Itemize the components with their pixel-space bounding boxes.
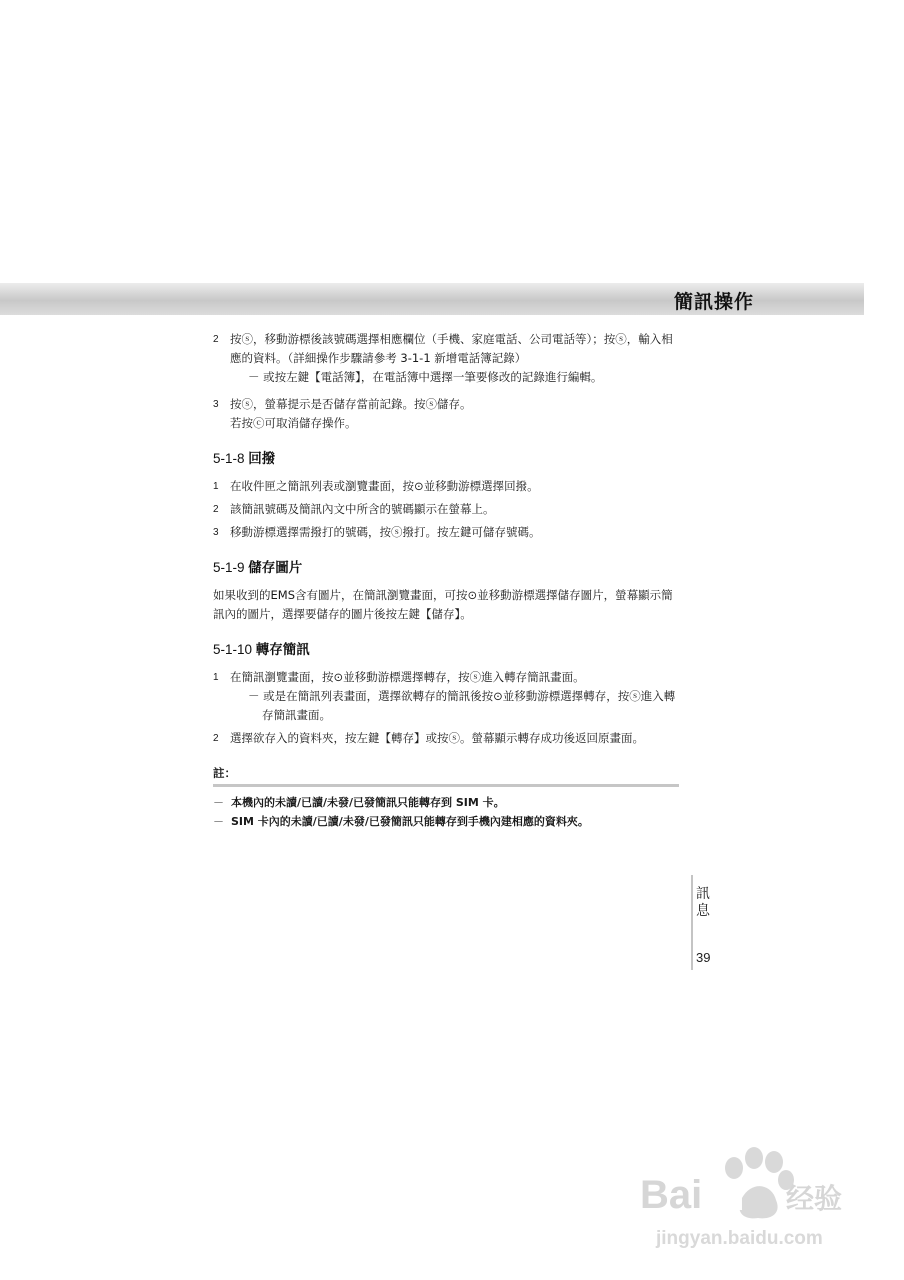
section-paragraph: 如果收到的EMS含有圖片，在簡訊瀏覽畫面，可按⊙並移動游標選擇儲存圖片，螢幕顯示簡訊內的圖片，選擇要儲存的圖片後按左鍵【儲存】。 [213,588,673,621]
step-item [213,395,683,433]
step-subnote: － 或是在簡訊列表畫面，選擇欲轉存的簡訊後按⊙並移動游標選擇轉存，按ⓢ進入轉存簡訊畫面。 [248,689,676,722]
step-text: 該簡訊號碼及簡訊內文中所含的號碼顯示在螢幕上。 [230,502,495,516]
step-number: 2 [213,504,219,515]
section-heading [213,558,683,578]
step-text: 按ⓢ，移動游標後該號碼選擇相應欄位（手機、家庭電話、公司電話等）；按ⓢ，輸入相應的資料。（詳細操作步驟請參考 3-1-1 新增電話簿記錄） [230,332,673,365]
section-heading [213,640,683,660]
step-number: 2 [213,733,219,744]
note-line [213,793,683,812]
step-item [213,668,683,725]
svg-text:jingyan.baidu.com: jingyan.baidu.com [656,1228,823,1249]
section-title: 轉存簡訊 [255,642,310,658]
note-list [213,793,683,831]
page-number: 39 [696,950,711,965]
svg-text:du: du [712,1186,744,1216]
section-number: 5-1-10 [213,642,253,657]
section-title: 回撥 [248,451,276,467]
step-subnote: － 或按左鍵【電話簿】，在電話簿中選擇一筆要修改的記錄進行編輯。 [248,370,603,384]
step-text: 在簡訊瀏覽畫面，按⊙並移動游標選擇轉存，按ⓢ進入轉存簡訊畫面。 [230,670,585,684]
section-number: 5-1-9 [213,560,245,575]
step-text: 選擇欲存入的資料夾，按左鍵【轉存】或按ⓢ。螢幕顯示轉存成功後返回原畫面。 [230,731,644,745]
step-number: 2 [213,334,219,345]
step-text: 移動游標選擇需撥打的號碼，按ⓢ撥打。按左鍵可儲存號碼。 [230,525,541,539]
step-text: 在收件匣之簡訊列表或瀏覽畫面，按⊙並移動游標選擇回撥。 [230,479,539,493]
step-item [213,729,683,748]
step-number: 3 [213,527,219,538]
note-label: 註： [213,764,679,787]
svg-text:Bai: Bai [640,1173,703,1217]
note-text: 本機內的未讀/已讀/未發/已發簡訊只能轉存到 SIM 卡。 [231,796,505,809]
note-dash: － [213,815,224,828]
step-item [213,500,683,519]
note-text: SIM 卡內的未讀/已讀/未發/已發簡訊只能轉存到手機內建相應的資料夾。 [231,815,589,828]
baidu-watermark [636,1140,866,1274]
side-tab-bar [691,875,693,970]
side-tab-label: 訊息 [696,886,710,919]
section-heading [213,449,683,469]
page-content [213,330,683,831]
step-text-cont: 若按ⓒ可取消儲存操作。 [230,416,357,430]
note-dash: － [213,796,224,809]
step-number: 1 [213,481,219,492]
step-item [213,477,683,496]
paw-logo-icon [636,1140,866,1270]
step-item [213,523,683,542]
step-item [213,330,683,387]
svg-text:经验: 经验 [786,1182,843,1215]
chapter-title: 簡訊操作 [673,291,754,313]
section-title: 儲存圖片 [248,560,303,576]
step-number: 1 [213,672,219,683]
section-number: 5-1-8 [213,451,245,466]
step-text: 按ⓢ，螢幕提示是否儲存當前記錄。按ⓢ儲存。 [230,397,472,411]
step-number: 3 [213,399,219,410]
note-line [213,812,683,831]
